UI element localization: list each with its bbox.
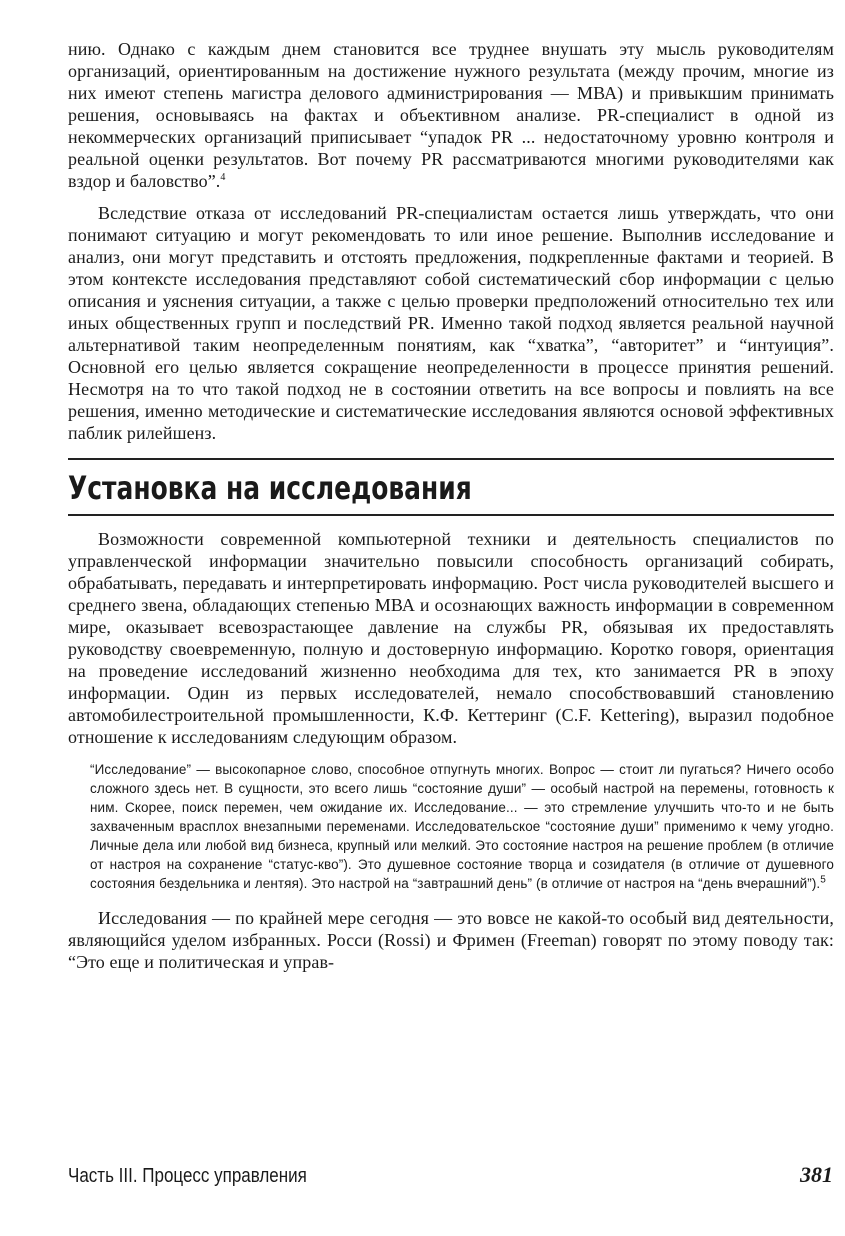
- paragraph: Исследования — по крайней мере сегодня — это вовсе не какой-то особый вид деятельности, являющийся уделом избранных. Росси (Rossi) и Фримен (Freeman) говорят по этому поводу так: “Это еще и политическая и управ-: [68, 908, 834, 972]
- page-body: [68, 38, 834, 973]
- page-footer: [68, 1162, 833, 1188]
- footnote-ref: 5: [820, 874, 826, 886]
- page-number: 381: [800, 1162, 833, 1187]
- running-footer: Часть III. Процесс управления: [68, 1165, 307, 1187]
- block-quote: [90, 760, 834, 893]
- paragraph-text: нию. Однако с каждым днем становится все труднее внушать эту мысль руководителям организаций, ориентированным на достижение нужного результата (между прочим, многие из них имеют степень магистра делового администрирования — МВА) и привыкшим принимать решения, основываясь на фактах и объективном анализе. PR-специалист в одной из некоммерческих организаций приписывает “упадок PR ... недостаточному уровню контроля и реальной оценки результатов. Вот почему PR рассматриваются многими руководителями как вздор и баловство”.: [68, 39, 834, 191]
- footnote-ref: 4: [220, 172, 226, 183]
- paragraph: [68, 38, 834, 192]
- paragraph: Возможности современной компьютерной техники и деятельность специалистов по управленческой информации значительно повысили способность организаций собирать, обрабатывать, передавать и интерпретировать информацию. Рост числа руководителей высшего и среднего звена, обладающих степенью МВА и осознающих важность информации в современном мире, оказывает всевозрастающее давление на службы PR, обязывая их предоставлять руководству своевременную, полную и достоверную информацию. Коротко говоря, ориентация на проведение исследований жизненно необходима для тех, кто занимается PR в эпоху информации. Один из первых исследователей, немало способствовавший становлению автомобилестроительной промышленности, К.Ф. Кеттеринг (C.F. Kettering), выразил подобное отношение к исследованиям следующим образом.: [68, 529, 834, 747]
- quote-text: “Исследование” — высокопарное слово, способное отпугнуть многих. Вопрос — стоит ли пугаться? Ничего особо сложного здесь нет. В сущности, это всего лишь “состояние души” — особый настрой на перемены, готовность к ним. Скорее, поиск перемен, чем ожидание их. Исследование... — это стремление улучшить что-то и не быть захваченным врасплох внезапными переменами. Исследовательское “состояние души” применимо к чему угодно. Личные дела или любой вид бизнеса, крупный или мелкий. Это состояние настроя на решение проблем (в отличие от настроя на сохранение “статус-кво”). Это душевное состояние творца и созидателя (в отличие от душевного состояния бездельника и лентяя). Это настрой на “завтрашний день” (в отличие от настроя на “день вчерашний”).: [90, 762, 834, 891]
- section-heading: Установка на исследования: [68, 469, 472, 507]
- paragraph: Вследствие отказа от исследований PR-специалистам остается лишь утверждать, что они понимают ситуацию и могут рекомендовать то или иное решение. Выполнив исследование и анализ, они могут представить и отстоять предложения, подкрепленные фактами и теорией. В этом контексте исследования представляют собой систематический сбор информации с целью описания и уяснения ситуации, а также с целью проверки предположений относительно тех или иных общественных групп и последствий PR. Именно такой подход является реальной научной альтернативой таким неопределенным понятиям, как “хватка”, “авторитет” и “интуиция”. Основной его целью является сокращение неопределенности в процессе принятия решений. Несмотря на то что такой подход не в состоянии ответить на все вопросы и повлиять на все решения, именно методические и систематические исследования являются основой эффективных паблик рилейшенз.: [68, 203, 834, 443]
